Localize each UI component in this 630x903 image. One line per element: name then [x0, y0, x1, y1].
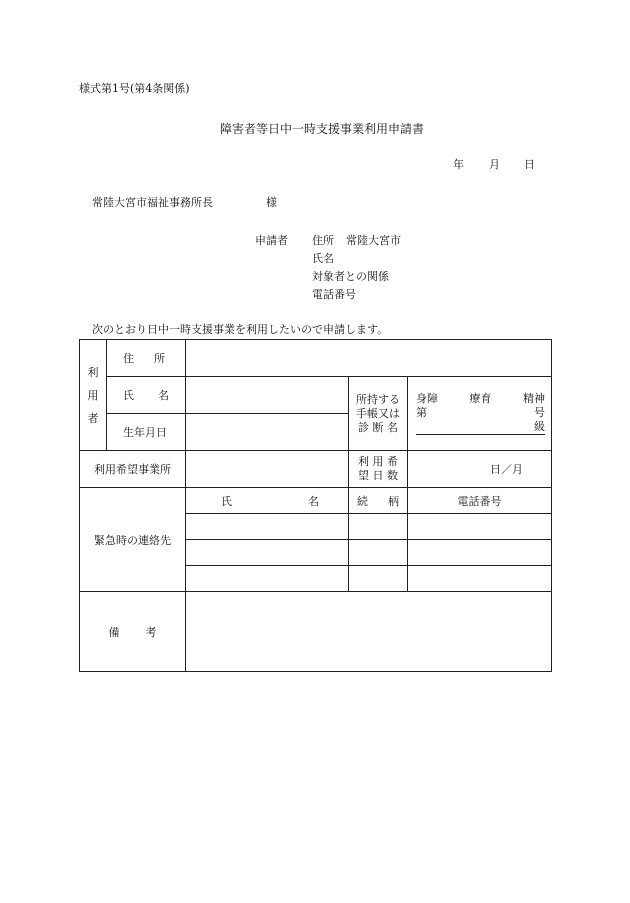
addressee-honorific: 様: [266, 196, 277, 209]
contact-name-field[interactable]: [186, 566, 349, 592]
user-name-label-part-1: 氏: [123, 389, 134, 402]
user-section-label: [80, 340, 107, 451]
cert-type-seishin: 精神: [523, 392, 545, 405]
birthdate-field[interactable]: [186, 414, 349, 451]
addressee-office: 常陸大宮市福祉事務所長: [92, 196, 213, 209]
contact-name-field[interactable]: [186, 540, 349, 566]
date-year-label: 年: [453, 158, 464, 171]
contact-name-header-part-2: 名: [308, 494, 319, 508]
applicant-address-label: 住所: [312, 234, 334, 247]
applicant-address-value: 常陸大宮市: [346, 234, 401, 247]
days-field[interactable]: [408, 451, 552, 488]
user-char-2: 用: [87, 388, 99, 402]
certificate-label-line-1: 所持する: [356, 392, 400, 406]
contact-name-header: [186, 488, 349, 514]
days-label: [349, 451, 408, 488]
user-address-label-part-1: 住: [123, 352, 134, 365]
cert-type-ryoiku: 療育: [469, 392, 492, 405]
contact-phone-field[interactable]: [408, 514, 552, 540]
user-name-label-part-2: 名: [158, 389, 169, 402]
cert-type-shinsho: 身障: [416, 392, 438, 405]
form-number: 様式第1号(第4条関係): [79, 82, 190, 95]
days-label-line-2: 望 日 数: [358, 469, 398, 482]
application-statement: 次のとおり日中一時支援事業を利用したいので申請します。: [92, 323, 389, 336]
contact-name-header-part-1: 氏: [221, 494, 232, 508]
contact-name-field[interactable]: [186, 514, 349, 540]
applicant-label: 申請者: [255, 234, 288, 247]
date-day-label: 日: [524, 158, 535, 171]
certificate-label-line-2: 手帳又は: [356, 406, 400, 420]
form-title-text: 障害者等日中一時支援事業利用申請書: [219, 122, 424, 136]
emergency-contact-label: [80, 488, 186, 592]
date-month-label: 月: [489, 158, 500, 171]
cert-number-prefix: 第: [416, 406, 427, 419]
contact-relation-field[interactable]: [349, 514, 408, 540]
cert-grade-line: [416, 420, 545, 435]
days-label-line-1: 利 用 希: [358, 455, 398, 468]
facility-label: [80, 451, 186, 488]
cert-grade: 級: [534, 420, 546, 433]
form-title: [0, 120, 630, 137]
contact-phone-header-text: 電話番号: [457, 494, 502, 508]
user-name-label: [107, 377, 186, 414]
user-address-label-part-2: 所: [154, 352, 165, 365]
remarks-label-part-1: 備: [108, 625, 120, 639]
remarks-label-part-2: 考: [145, 625, 157, 639]
contact-relation-header: [349, 488, 408, 514]
contact-relation-field[interactable]: [349, 566, 408, 592]
days-unit: 日／月: [490, 463, 524, 476]
contact-relation-field[interactable]: [349, 540, 408, 566]
user-char-1: 利: [87, 365, 99, 379]
birthdate-label-text: 生年月日: [123, 426, 167, 439]
emergency-contact-label-text: 緊急時の連絡先: [94, 533, 171, 547]
certificate-label-line-3: 診 断 名: [358, 420, 398, 434]
remarks-field[interactable]: [186, 592, 552, 672]
contact-relation-header-part-2: 柄: [388, 494, 399, 508]
applicant-relation-label: 対象者との関係: [312, 270, 389, 283]
certificate-field[interactable]: [408, 377, 552, 451]
contact-relation-header-part-1: 続: [357, 494, 368, 508]
application-form-table: [79, 339, 552, 672]
applicant-phone-label: 電話番号: [312, 288, 356, 301]
contact-phone-field[interactable]: [408, 540, 552, 566]
contact-phone-field[interactable]: [408, 566, 552, 592]
cert-number-suffix: 号: [534, 406, 546, 419]
applicant-name-label: 氏名: [312, 252, 334, 265]
facility-label-text: 利用希望事業所: [94, 463, 171, 476]
user-name-field[interactable]: [186, 377, 349, 414]
remarks-label: [80, 592, 186, 672]
user-char-3: 者: [87, 411, 99, 425]
user-address-field[interactable]: [186, 340, 552, 377]
facility-field[interactable]: [186, 451, 349, 488]
certificate-label: [349, 377, 408, 451]
birthdate-label: [107, 414, 186, 451]
user-address-label: [107, 340, 186, 377]
contact-phone-header: [408, 488, 552, 514]
